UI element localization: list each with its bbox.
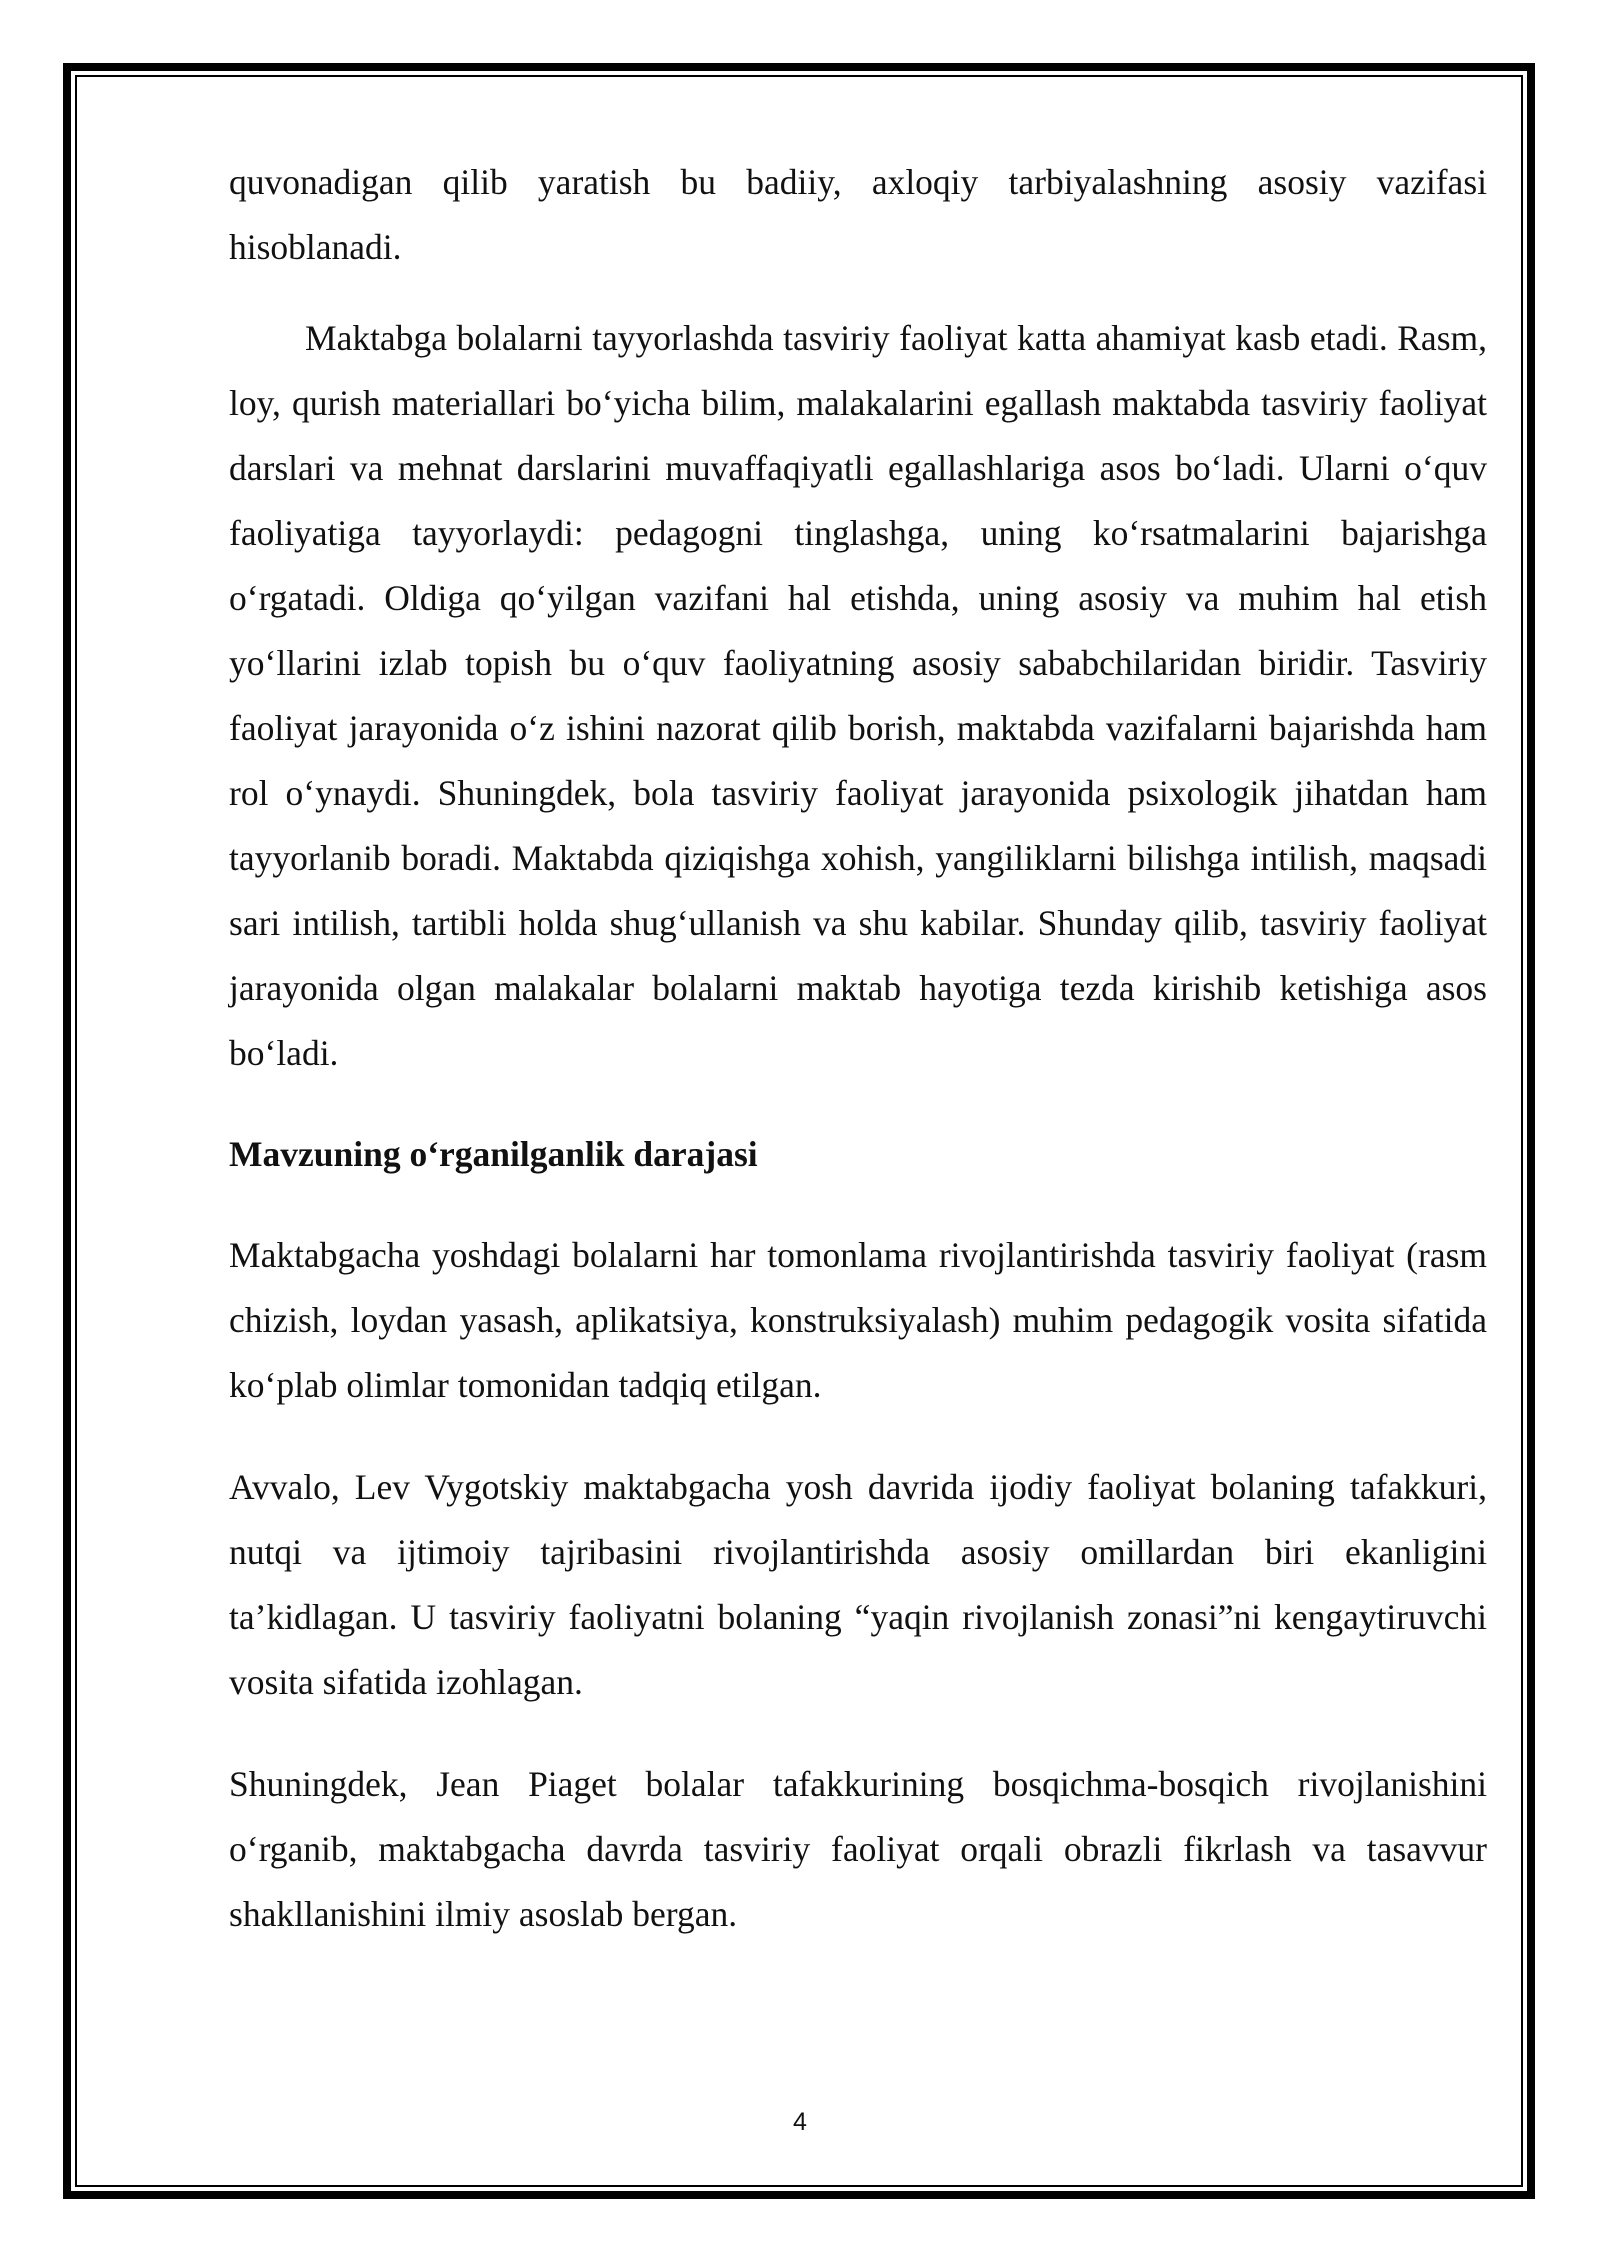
document-body (229, 150, 1487, 1984)
page-number: 4 (793, 2108, 807, 2136)
paragraph-vygotsky: Avvalo, Lev Vygotskiy maktabgacha yosh davrida ijodiy faoliyat bolaning tafakkuri, nutqi va ijtimoiy tajribasini rivojlantirishda asosiy omillardan biri ekanligini ta’kidlagan. U tasviriy faoliyatni bolaning “yaqin rivojlanish zonasi”ni kengaytiruvchi vosita sifatida izohlagan. (229, 1467, 1487, 1702)
paragraph-research-overview: Maktabgacha yoshdagi bolalarni har tomonlama rivojlantirishda tasviriy faoliyat (rasm chizish, loydan yasash, aplikatsiya, konstruksiyalash) muhim pedagogik vosita sifatida ko‘plab olimlar tomonidan tadqiq etilgan. (229, 1235, 1487, 1405)
section-heading: Mavzuning o‘rganilganlik darajasi (229, 1134, 758, 1174)
paragraph-preparation: Maktabga bolalarni tayyorlashda tasviriy faoliyat katta ahamiyat kasb etadi. Rasm, loy, qurish materiallari bo‘yicha bilim, malakalarini egallash maktabda tasviriy faoliyat darslari va mehnat darslarini muvaffaqiyatli egallashlariga asos bo‘ladi. Ularni o‘quv faoliyatiga tayyorlaydi: pedagogni tinglashga, uning ko‘rsatmalarini bajarishga o‘rgatadi. Oldiga qo‘yilgan vazifani hal etishda, uning asosiy va muhim hal etish yo‘llarini izlab topish bu o‘quv faoliyatning asosiy sababchilaridan biridir. Tasviriy faoliyat jarayonida o‘z ishini nazorat qilib borish, maktabda vazifalarni bajarishda ham rol o‘ynaydi. Shuningdek, bola tasviriy faoliyat jarayonida psixologik jihatdan ham tayyorlanib boradi. Maktabda qiziqishga xohish, yangiliklarni bilishga intilish, maqsadi sari intilish, tartibli holda shug‘ullanish va shu kabilar. Shunday qilib, tasviriy faoliyat jarayonida olgan malakalar bolalarni maktab hayotiga tezda kirishib ketishiga asos bo‘ladi. (229, 318, 1487, 1073)
paragraph-continuation: quvonadigan qilib yaratish bu badiiy, axloqiy tarbiyalashning asosiy vazifasi hisoblanadi. (229, 162, 1487, 267)
paragraph-piaget: Shuningdek, Jean Piaget bolalar tafakkurining bosqichma-bosqich rivojlanishini o‘rganib, maktabgacha davrda tasviriy faoliyat orqali obrazli fikrlash va tasavvur shakllanishini ilmiy asoslab bergan. (229, 1764, 1487, 1934)
